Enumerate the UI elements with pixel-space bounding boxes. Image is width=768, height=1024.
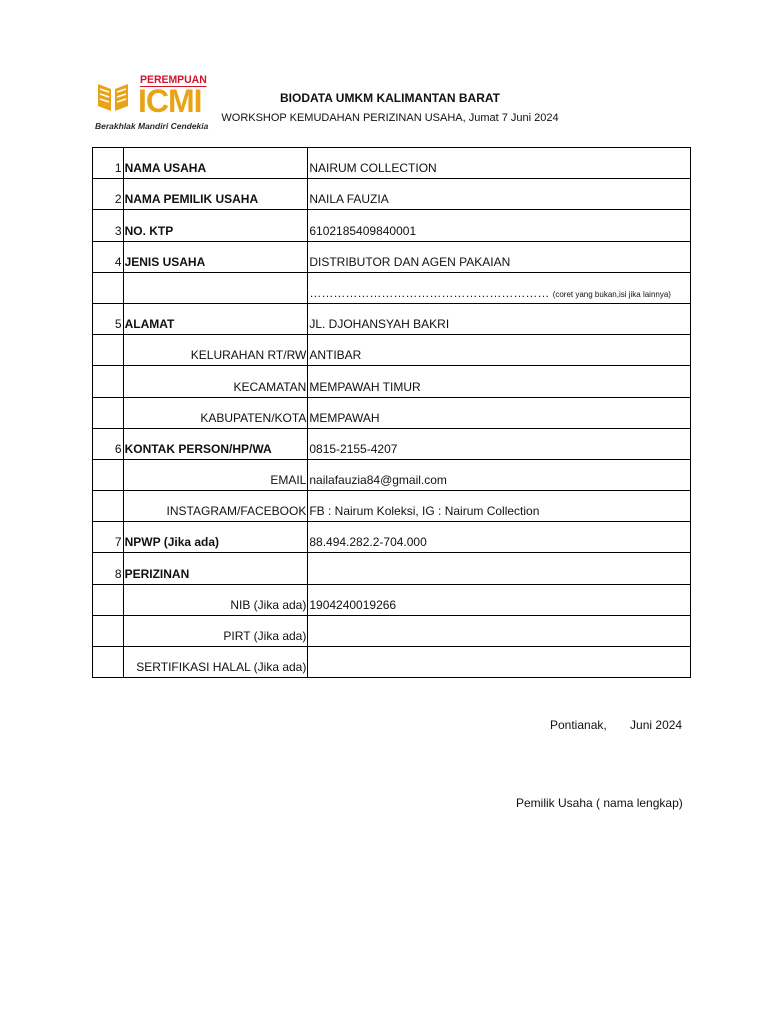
table-row — [93, 148, 691, 179]
row-label: NIB (Jika ada) — [123, 584, 308, 615]
row-number: 8 — [93, 553, 124, 584]
table-row — [93, 179, 691, 210]
row-label: KABUPATEN/KOTA — [123, 397, 308, 428]
table-row — [93, 522, 691, 553]
row-number — [93, 366, 124, 397]
row-number: 3 — [93, 210, 124, 241]
place-date: Pontianak, Juni 2024 — [550, 718, 683, 732]
row-label: PIRT (Jika ada) — [123, 615, 308, 646]
row-value: 88.494.282.2-704.000 — [308, 522, 691, 553]
table-row — [93, 553, 691, 584]
row-number — [93, 615, 124, 646]
row-value: MEMPAWAH TIMUR — [308, 366, 691, 397]
row-value: NAIRUM COLLECTION — [308, 148, 691, 179]
row-value-blank — [308, 272, 691, 303]
row-label: KONTAK PERSON/HP/WA — [123, 428, 308, 459]
row-number — [93, 397, 124, 428]
row-number — [93, 272, 124, 303]
page-subtitle: WORKSHOP KEMUDAHAN PERIZINAN USAHA, Jumat 7 Juni 2024 — [221, 112, 559, 124]
row-value: 1904240019266 — [308, 584, 691, 615]
row-number — [93, 335, 124, 366]
dotted-line: …………………………………………………… — [309, 285, 550, 300]
row-value: ANTIBAR — [308, 335, 691, 366]
row-number: 4 — [93, 241, 124, 272]
row-label: JENIS USAHA — [123, 241, 308, 272]
signer-label: Pemilik Usaha ( nama lengkap) — [516, 796, 683, 810]
table-row — [93, 397, 691, 428]
table-row — [93, 428, 691, 459]
biodata-table — [92, 147, 691, 678]
row-label: SERTIFIKASI HALAL (Jika ada) — [123, 647, 308, 678]
table-row — [93, 459, 691, 490]
table-row — [93, 303, 691, 334]
row-number — [93, 491, 124, 522]
row-label: ALAMAT — [123, 303, 308, 334]
row-label: NAMA USAHA — [123, 148, 308, 179]
row-label: KELURAHAN RT/RW — [123, 335, 308, 366]
row-number — [93, 459, 124, 490]
book-wing-icon — [96, 80, 130, 114]
table-row — [93, 210, 691, 241]
instruction-note: (coret yang bukan,isi jika lainnya) — [552, 289, 671, 299]
row-value — [308, 647, 691, 678]
row-value: NAILA FAUZIA — [308, 179, 691, 210]
row-number: 1 — [93, 148, 124, 179]
table-row — [93, 615, 691, 646]
page-title: BIODATA UMKM KALIMANTAN BARAT — [280, 91, 500, 105]
row-value: FB : Nairum Koleksi, IG : Nairum Collection — [308, 491, 691, 522]
row-value: MEMPAWAH — [308, 397, 691, 428]
row-number: 2 — [93, 179, 124, 210]
row-value: DISTRIBUTOR DAN AGEN PAKAIAN — [308, 241, 691, 272]
row-number — [93, 647, 124, 678]
row-number: 6 — [93, 428, 124, 459]
row-label — [123, 272, 308, 303]
row-value: 6102185409840001 — [308, 210, 691, 241]
row-label: NAMA PEMILIK USAHA — [123, 179, 308, 210]
row-number: 7 — [93, 522, 124, 553]
row-value — [308, 615, 691, 646]
logo-big-text: ICMI — [138, 83, 202, 119]
row-label: KECAMATAN — [123, 366, 308, 397]
table-row — [93, 647, 691, 678]
row-value — [308, 553, 691, 584]
row-label: INSTAGRAM/FACEBOOK — [123, 491, 308, 522]
icmi-logo — [94, 74, 212, 136]
row-label: NO. KTP — [123, 210, 308, 241]
row-number — [93, 584, 124, 615]
row-value: 0815-2155-4207 — [308, 428, 691, 459]
row-label: PERIZINAN — [123, 553, 308, 584]
logo-tagline: Berakhlak Mandiri Cendekia — [95, 121, 209, 131]
table-row — [93, 241, 691, 272]
table-row — [93, 491, 691, 522]
row-label: EMAIL — [123, 459, 308, 490]
table-row — [93, 272, 691, 303]
table-row — [93, 366, 691, 397]
table-row — [93, 584, 691, 615]
logo-top-text: PEREMPUAN — [140, 74, 207, 86]
row-value: nailafauzia84@gmail.com — [308, 459, 691, 490]
row-value: JL. DJOHANSYAH BAKRI — [308, 303, 691, 334]
row-label: NPWP (Jika ada) — [123, 522, 308, 553]
row-number: 5 — [93, 303, 124, 334]
table-row — [93, 335, 691, 366]
